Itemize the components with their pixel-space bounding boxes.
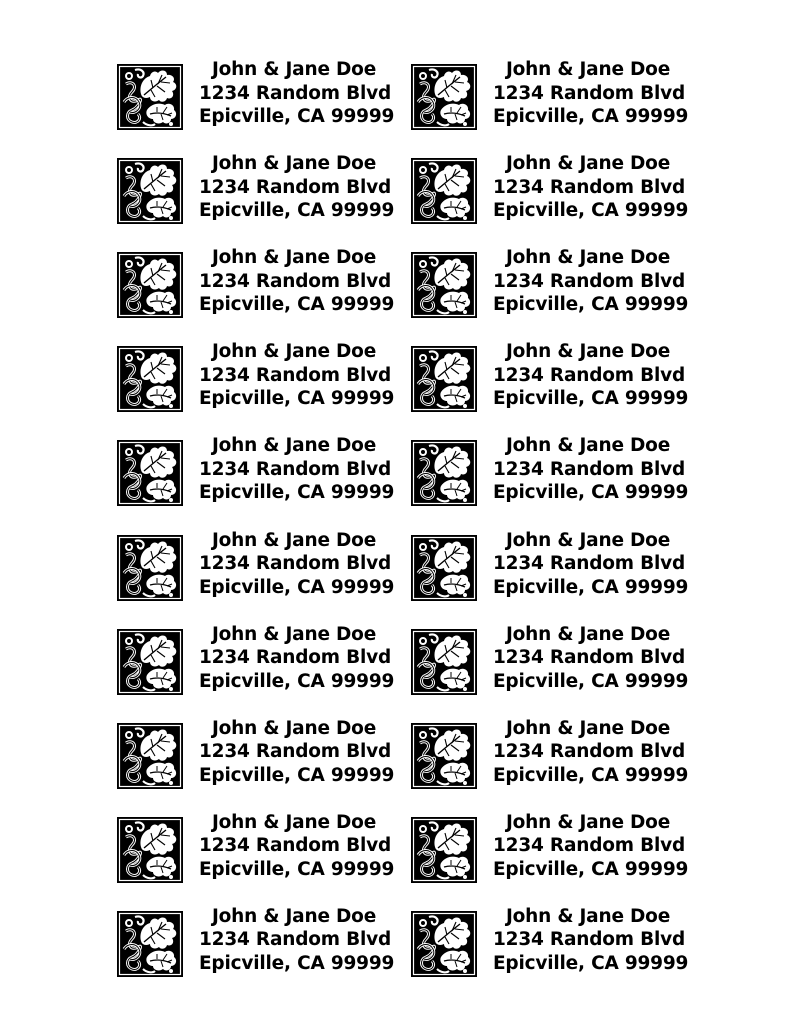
address-block xyxy=(493,623,689,694)
recipient-name: John & Jane Doe xyxy=(211,247,377,269)
address-block xyxy=(493,811,689,882)
street-address: 1234 Random Blvd xyxy=(493,553,686,574)
city-state-zip: Epicville, CA 99999 xyxy=(493,764,689,786)
address-label xyxy=(411,717,689,797)
address-label xyxy=(411,152,689,232)
address-label xyxy=(117,340,395,420)
street-address: 1234 Random Blvd xyxy=(493,270,686,292)
street-address: 1234 Random Blvd xyxy=(493,741,686,763)
recipient-name: John & Jane Doe xyxy=(505,717,671,739)
city-state-zip: Epicville, CA 99999 xyxy=(199,200,395,222)
recipient-name: John & Jane Doe xyxy=(211,153,377,175)
celtic-oak-leaf-square-icon xyxy=(411,911,477,977)
celtic-oak-leaf-square-icon xyxy=(117,535,183,601)
celtic-oak-leaf-square-icon xyxy=(117,440,183,506)
celtic-oak-leaf-square-icon xyxy=(117,911,183,977)
recipient-name: John & Jane Doe xyxy=(211,435,377,457)
street-address: 1234 Random Blvd xyxy=(199,741,392,763)
celtic-oak-leaf-square-icon xyxy=(117,64,183,130)
address-block xyxy=(493,529,689,600)
recipient-name: John & Jane Doe xyxy=(505,905,671,927)
city-state-zip: Epicville, CA 99999 xyxy=(493,106,689,127)
recipient-name: John & Jane Doe xyxy=(211,529,377,551)
address-block xyxy=(199,623,395,694)
celtic-oak-leaf-square-icon xyxy=(411,817,477,883)
street-address: 1234 Random Blvd xyxy=(493,647,686,669)
street-address: 1234 Random Blvd xyxy=(199,929,392,951)
address-label xyxy=(117,434,395,514)
city-state-zip: Epicville, CA 99999 xyxy=(493,952,689,974)
celtic-oak-leaf-square-icon xyxy=(411,440,477,506)
city-state-zip: Epicville, CA 99999 xyxy=(199,858,395,880)
city-state-zip: Epicville, CA 99999 xyxy=(493,576,689,598)
city-state-zip: Epicville, CA 99999 xyxy=(199,576,395,598)
address-block xyxy=(199,58,395,129)
address-label xyxy=(117,905,395,985)
street-address: 1234 Random Blvd xyxy=(493,835,686,857)
address-block xyxy=(493,246,689,317)
celtic-oak-leaf-square-icon xyxy=(411,158,477,224)
street-address: 1234 Random Blvd xyxy=(199,82,392,104)
city-state-zip: Epicville, CA 99999 xyxy=(493,482,689,504)
celtic-oak-leaf-square-icon xyxy=(117,629,183,695)
address-block xyxy=(199,717,395,788)
recipient-name: John & Jane Doe xyxy=(211,811,377,833)
celtic-oak-leaf-square-icon xyxy=(411,723,477,789)
street-address: 1234 Random Blvd xyxy=(199,553,392,574)
recipient-name: John & Jane Doe xyxy=(211,623,377,645)
recipient-name: John & Jane Doe xyxy=(211,905,377,927)
address-block xyxy=(199,811,395,882)
recipient-name: John & Jane Doe xyxy=(505,247,671,269)
celtic-oak-leaf-square-icon xyxy=(411,64,477,130)
street-address: 1234 Random Blvd xyxy=(199,835,392,857)
address-label xyxy=(411,905,689,985)
address-label xyxy=(411,246,689,326)
street-address: 1234 Random Blvd xyxy=(493,929,686,951)
address-block xyxy=(493,717,689,788)
address-label xyxy=(117,152,395,232)
street-address: 1234 Random Blvd xyxy=(493,82,686,104)
celtic-oak-leaf-square-icon xyxy=(117,158,183,224)
address-label xyxy=(411,434,689,514)
city-state-zip: Epicville, CA 99999 xyxy=(493,200,689,222)
address-block xyxy=(493,340,689,411)
street-address: 1234 Random Blvd xyxy=(493,176,686,198)
street-address: 1234 Random Blvd xyxy=(199,647,392,669)
street-address: 1234 Random Blvd xyxy=(493,458,686,480)
city-state-zip: Epicville, CA 99999 xyxy=(493,294,689,316)
recipient-name: John & Jane Doe xyxy=(505,435,671,457)
city-state-zip: Epicville, CA 99999 xyxy=(199,294,395,316)
address-label xyxy=(411,811,689,891)
address-label xyxy=(117,246,395,326)
recipient-name: John & Jane Doe xyxy=(505,153,671,175)
celtic-oak-leaf-square-icon xyxy=(117,346,183,412)
recipient-name: John & Jane Doe xyxy=(505,529,671,551)
street-address: 1234 Random Blvd xyxy=(199,176,392,198)
address-label xyxy=(411,529,689,609)
street-address: 1234 Random Blvd xyxy=(493,364,686,386)
recipient-name: John & Jane Doe xyxy=(505,623,671,645)
address-block xyxy=(199,340,395,411)
address-label xyxy=(411,340,689,420)
address-label xyxy=(411,623,689,703)
address-block xyxy=(199,529,395,600)
address-block xyxy=(493,905,689,976)
address-block xyxy=(493,58,689,129)
address-label xyxy=(411,58,689,138)
address-block xyxy=(493,434,689,505)
recipient-name: John & Jane Doe xyxy=(211,59,377,80)
celtic-oak-leaf-square-icon xyxy=(117,723,183,789)
celtic-oak-leaf-square-icon xyxy=(411,535,477,601)
celtic-oak-leaf-square-icon xyxy=(117,817,183,883)
city-state-zip: Epicville, CA 99999 xyxy=(199,388,395,410)
recipient-name: John & Jane Doe xyxy=(211,341,377,363)
celtic-oak-leaf-square-icon xyxy=(411,629,477,695)
street-address: 1234 Random Blvd xyxy=(199,270,392,292)
address-label xyxy=(117,529,395,609)
address-label xyxy=(117,623,395,703)
city-state-zip: Epicville, CA 99999 xyxy=(493,858,689,880)
city-state-zip: Epicville, CA 99999 xyxy=(493,388,689,410)
city-state-zip: Epicville, CA 99999 xyxy=(199,106,395,127)
recipient-name: John & Jane Doe xyxy=(505,811,671,833)
celtic-oak-leaf-square-icon xyxy=(411,346,477,412)
recipient-name: John & Jane Doe xyxy=(505,59,671,80)
celtic-oak-leaf-square-icon xyxy=(117,252,183,318)
address-block xyxy=(199,246,395,317)
city-state-zip: Epicville, CA 99999 xyxy=(199,952,395,974)
address-label xyxy=(117,811,395,891)
city-state-zip: Epicville, CA 99999 xyxy=(199,670,395,692)
address-block xyxy=(199,434,395,505)
recipient-name: John & Jane Doe xyxy=(211,717,377,739)
street-address: 1234 Random Blvd xyxy=(199,458,392,480)
celtic-oak-leaf-square-icon xyxy=(411,252,477,318)
address-label xyxy=(117,717,395,797)
recipient-name: John & Jane Doe xyxy=(505,341,671,363)
address-label xyxy=(117,58,395,138)
city-state-zip: Epicville, CA 99999 xyxy=(493,670,689,692)
city-state-zip: Epicville, CA 99999 xyxy=(199,482,395,504)
street-address: 1234 Random Blvd xyxy=(199,364,392,386)
address-block xyxy=(199,152,395,223)
address-block xyxy=(493,152,689,223)
city-state-zip: Epicville, CA 99999 xyxy=(199,764,395,786)
address-block xyxy=(199,905,395,976)
